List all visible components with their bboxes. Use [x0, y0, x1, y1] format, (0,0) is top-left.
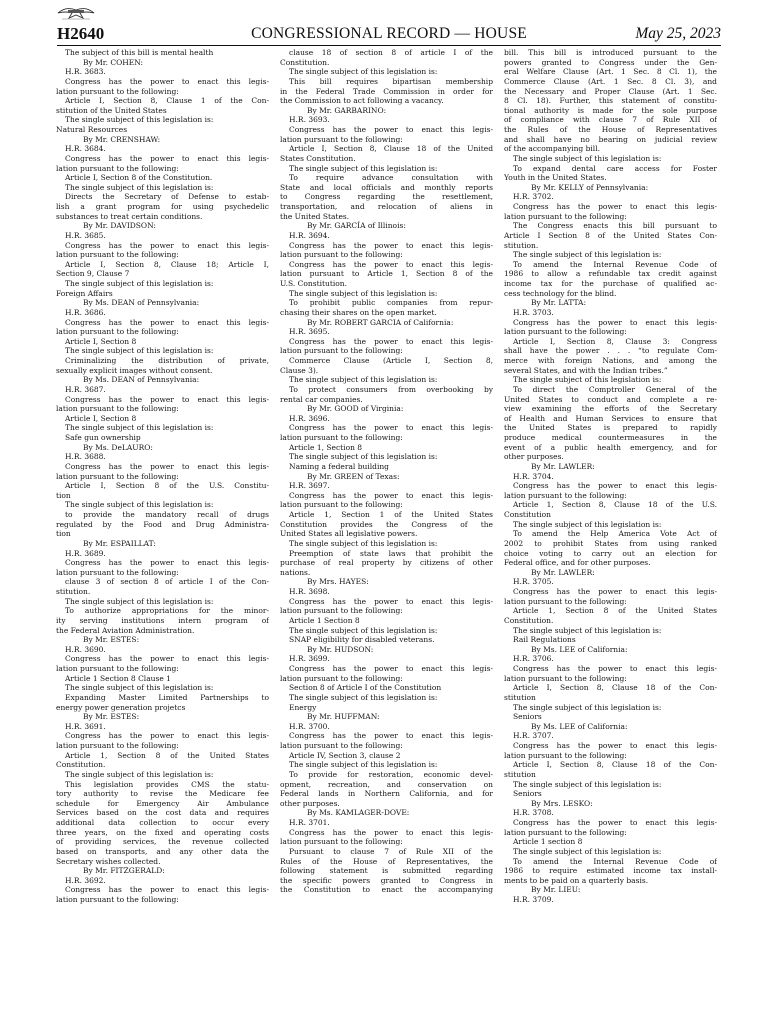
text-line: in the Federal Trade Commission in order for [280, 86, 493, 96]
text-line: stitution of the United States [56, 105, 167, 115]
text-line: Directs the Secretary of Defense to estab- [65, 192, 269, 202]
text-line: H.R. 3694. [289, 230, 330, 240]
text-line: H.R. 3703. [513, 307, 554, 317]
text-line: opment, recreation, and conservation on [280, 779, 493, 789]
text-line: Article I, Section 8, Clause 3: Congress [513, 336, 717, 346]
text-line: H.R. 3699. [289, 654, 330, 664]
text-line: Seniors [513, 712, 542, 722]
text-line: H.R. 3707. [513, 731, 554, 741]
text-line: Article I, Section 8 [65, 336, 137, 346]
text-line: ments to be paid on a quarterly basis. [504, 875, 649, 885]
sponsor-line: By Mrs. LESKO: [531, 798, 593, 808]
text-line: rental car companies. [280, 394, 363, 404]
text-line: Safe gun ownership [65, 433, 141, 442]
text-line: the Rules of the House of Representatives [504, 125, 717, 134]
text-line: The single subject of this legislation is: [289, 625, 438, 635]
text-line: lation pursuant to the following: [280, 134, 403, 144]
publication-title: CONGRESSIONAL RECORD — HOUSE [251, 25, 527, 42]
text-line: H.R. 3698. [289, 587, 330, 596]
text-line: Criminalizing the distribution of private, [65, 356, 269, 365]
text-line: Seniors [513, 789, 542, 799]
text-line: To require advance consultation with [289, 173, 493, 183]
text-line: State and local officials and monthly reports [280, 182, 493, 192]
text-line: event of a public health emergency, and for [504, 442, 717, 452]
text-line: Congress has the power to enact this legis- [513, 587, 717, 596]
text-line: lation pursuant to the following: [56, 327, 179, 337]
text-line: H.R. 3693. [289, 115, 330, 125]
text-line: of providing services, the revenue collected [56, 837, 269, 847]
sponsor-line: By Mr. FITZGERALD: [83, 866, 165, 876]
page-number: H2640 [57, 24, 105, 43]
text-line: Naming a federal building [289, 461, 389, 471]
sponsor-line: By Mr. GARCÍA of Illinois: [307, 221, 406, 231]
text-line: Article IV, Section 3, clause 2 [289, 750, 401, 760]
text-line: H.R. 3705. [513, 577, 554, 587]
text-line: schedule for Emergency Air Ambulance [56, 798, 269, 808]
sponsor-line: By Mr. GOOD of Virginia: [307, 404, 404, 414]
text-line: lation pursuant to the following: [504, 490, 627, 500]
text-line: Federal office, and for other purposes. [504, 558, 651, 568]
text-line: based on transports, and any other data the [56, 846, 269, 856]
text-line: lation pursuant to the following: [504, 596, 627, 606]
sponsor-line: By Mrs. HAYES: [307, 577, 369, 587]
text-line: Article I, Section 8, Clause 18 of the United [289, 144, 493, 154]
text-line: tion [56, 490, 71, 500]
sponsor-line: By Mr. KELLY of Pennsylvania: [531, 182, 649, 192]
text-line: the Constitution to enact the accompanying [280, 885, 493, 895]
text-line: Congress has the power to enact this legis- [65, 461, 269, 471]
text-line: other purposes. [280, 798, 340, 808]
text-line: the Federal Aviation Administration. [56, 625, 195, 635]
text-line: cess technology for the blind. [504, 288, 617, 298]
text-line: stitution. [56, 587, 91, 596]
text-line: lation pursuant to the following: [56, 567, 179, 577]
text-line: Energy [289, 702, 317, 712]
text-line: income tax for the purchase of qualified ac- [504, 279, 717, 288]
text-line: Section 9, Clause 7 [56, 269, 130, 279]
text-line: The single subject of this legislation is: [65, 279, 214, 288]
text-line: To authorize appropriations for the minor- [65, 606, 269, 616]
text-line: Congress has the power to enact this legis- [289, 240, 493, 250]
text-line: Article I, Section 8 of the U.S. Constitu- [65, 481, 269, 491]
text-line: Secretary wishes collected. [56, 856, 161, 866]
text-line: Congress has the power to enact this legis- [289, 664, 493, 673]
text-line: other purposes. [504, 452, 564, 462]
text-line: Congress has the power to enact this legis- [65, 240, 269, 250]
text-line: lation pursuant to the following: [280, 741, 403, 750]
text-line: Congress has the power to enact this legis- [513, 741, 717, 750]
text-line: To amend the Help America Vote Act of [513, 529, 717, 539]
text-line: of compliance with clause 7 of Rule XII of [504, 115, 717, 125]
text-line: To amend the Internal Revenue Code of [513, 259, 717, 269]
text-line: H.R. 3708. [513, 808, 554, 818]
text-line: lation pursuant to the following: [280, 837, 403, 847]
text-line: The single subject of this legislation is: [513, 625, 662, 635]
text-line: lation pursuant to the following: [56, 163, 179, 173]
text-line: H.R. 3696. [289, 413, 330, 423]
text-line: Congress has the power to enact this legis- [513, 818, 717, 827]
text-line: To amend the Internal Revenue Code of [513, 856, 717, 866]
text-line: SNAP eligibility for disabled veterans. [289, 635, 435, 645]
text-line: The single subject of this legislation is: [289, 452, 438, 462]
text-line: additional data collection to occur every [56, 818, 269, 827]
text-line: The single subject of this legislation is: [513, 779, 662, 789]
sponsor-line: By Mr. ESTES: [83, 635, 140, 645]
text-line: lation pursuant to the following: [56, 404, 179, 414]
text-line: lation pursuant to the following: [280, 250, 403, 260]
text-line: H.R. 3702. [513, 192, 554, 202]
text-line: and shall have no bearing on judicial review [504, 134, 717, 144]
text-line: H.R. 3701. [289, 818, 330, 827]
text-line: Article I, Section 8, Clause 18; Article I, [65, 259, 269, 269]
text-line: lation pursuant to the following: [56, 86, 179, 96]
text-line: H.R. 3690. [65, 644, 106, 654]
text-line: Constitution. [56, 760, 106, 770]
text-line: H.R. 3683. [65, 67, 106, 77]
text-line: bill. This bill is introduced pursuant to the [504, 48, 717, 57]
text-line: tory authority to revise the Medicare fee [56, 789, 269, 799]
text-line: Federal lands in Northern California, and for [280, 789, 493, 799]
text-line: The Congress enacts this bill pursuant to [513, 221, 717, 231]
text-line: chasing their shares on the open market. [280, 307, 437, 317]
text-line: Article 1 Section 8 [289, 615, 360, 625]
text-line: United States to conduct and complete a re- [504, 394, 717, 404]
text-line: tion [56, 529, 71, 539]
text-line: H.R. 3706. [513, 654, 554, 664]
issue-date: May 25, 2023 [635, 25, 721, 42]
text-line: Rules of the House of Representatives, the [280, 856, 493, 866]
sponsor-line: By Ms. DeLAURO: [83, 442, 153, 452]
text-line: Article 1, Section 1 of the United States [289, 510, 493, 519]
text-line: Commerce Clause (Art. 1 Sec. 8 Cl. 3), and [504, 76, 717, 86]
text-line: lation pursuant to the following: [280, 606, 403, 616]
sponsor-line: By Ms. KAMLAGER-DOVE: [307, 808, 410, 818]
text-line: powers granted to Congress under the Gen- [504, 57, 717, 67]
text-line: stitution. [504, 240, 539, 250]
sponsor-line: By Mr. ROBERT GARCIA of California: [307, 317, 454, 327]
text-line: 2002 to prohibit States from using ranked [504, 538, 717, 548]
text-line: Congress has the power to enact this legis- [289, 490, 493, 500]
text-line: Congress has the power to enact this legis- [65, 317, 269, 327]
text-line: shall have the power . . . “to regulate Com- [504, 346, 717, 356]
text-line: lation pursuant to Article 1, Section 8 of the [280, 269, 493, 279]
text-line: The single subject of this legislation is: [289, 288, 438, 298]
text-line: clause 3 of section 8 of article I of the Con- [65, 577, 269, 587]
text-line: of the accompanying bill. [504, 144, 600, 154]
text-line: Constitution [504, 510, 551, 519]
text-line: The single subject of this legislation is: [65, 596, 214, 606]
text-line: Natural Resources [56, 125, 128, 134]
text-line: lation pursuant to the following: [56, 664, 179, 673]
text-line: H.R. 3691. [65, 721, 106, 731]
sponsor-line: By Mr. COHEN: [83, 57, 144, 67]
sponsor-line: By Mr. GARBARINO: [307, 105, 387, 115]
text-line: The subject of this bill is mental health [65, 48, 214, 57]
text-line: Expanding Master Limited Partnerships to [65, 692, 269, 702]
text-line: nations. [280, 567, 311, 577]
text-line: following statement is submitted regarding [280, 866, 493, 876]
text-column-left [56, 48, 269, 1018]
page-header [57, 24, 721, 46]
text-line: to provide the mandatory recall of drugs [65, 510, 269, 519]
text-line: lish a grant program for using psychedelic [56, 202, 269, 211]
text-line: H.R. 3700. [289, 721, 330, 731]
text-line: Congress has the power to enact this legis- [289, 827, 493, 837]
text-line: merce with foreign Nations, and among the [504, 356, 717, 365]
text-line: Services based on the cost data and requires [56, 808, 269, 818]
text-line: Pursuant to clause 7 of Rule XII of the [289, 846, 493, 856]
text-line: lation pursuant to the following: [504, 827, 627, 837]
text-line: H.R. 3685. [65, 230, 106, 240]
text-line: lation pursuant to the following: [504, 673, 627, 683]
text-line: Congress has the power to enact this legis- [289, 596, 493, 606]
text-line: Article I, Section 8 [65, 413, 137, 423]
text-line: The single subject of this legislation is: [513, 702, 662, 712]
text-line: Congress has the power to enact this legis- [65, 153, 269, 163]
text-line: 8 Cl. 18). Further, this statement of constitu- [504, 96, 717, 106]
text-line: To prohibit public companies from repur- [289, 298, 493, 308]
text-line: the specific powers granted to Congress in [280, 875, 493, 885]
gpo-eagle-logo-icon [56, 4, 96, 21]
text-line: the Necessary and Proper Clause (Art. 1 Sec. [504, 86, 717, 96]
text-line: H.R. 3689. [65, 548, 106, 558]
sponsor-line: By Mr. LAWLER: [531, 567, 595, 577]
sponsor-line: By Ms. DEAN of Pennsylvania: [83, 375, 200, 385]
text-line: lation pursuant to the following: [280, 673, 403, 683]
sponsor-line: By Mr. ESTES: [83, 712, 140, 722]
text-line: Congress has the power to enact this legis- [513, 317, 717, 327]
sponsor-line: By Ms. LEE of California: [531, 644, 628, 654]
text-line: the United States. [280, 211, 350, 221]
text-column-right [504, 48, 717, 1018]
text-line: H.R. 3686. [65, 307, 106, 317]
sponsor-line: By Mr. GREEN of Texas: [307, 471, 400, 481]
text-line: view examining the efforts of the Secretary [504, 404, 717, 414]
text-line: Article I, Section 8, Clause 18 of the Con- [513, 683, 717, 693]
sponsor-line: By Mr. DAVIDSON: [83, 221, 156, 231]
text-line: eral Welfare Clause (Art. 1 Sec. 8 Cl. 1), the [504, 67, 717, 77]
text-line: the Commission to act following a vacancy. [280, 96, 444, 106]
text-column-middle [280, 48, 493, 1018]
text-line: Section 8 of Article I of the Constitution [289, 683, 442, 693]
text-line: The single subject of this legislation is: [513, 250, 662, 260]
text-line: The single subject of this legislation is: [65, 346, 214, 356]
text-line: Commerce Clause (Article I, Section 8, [289, 356, 493, 365]
text-line: lation pursuant to the following: [56, 741, 179, 750]
text-line: The single subject of this legislation is: [513, 375, 662, 385]
text-line: United States all legislative powers. [280, 529, 418, 539]
text-line: H.R. 3687. [65, 384, 106, 394]
sponsor-line: By Mr. LIEU: [531, 885, 581, 895]
text-line: Preemption of state laws that prohibit the [289, 548, 493, 558]
text-line: to Congress regarding the resettlement, [280, 192, 493, 202]
text-line: To expand dental care access for Foster [513, 163, 717, 173]
text-line: regulated by the Food and Drug Administra- [56, 519, 269, 529]
sponsor-line: By Mr. LAWLER: [531, 461, 595, 471]
text-line: Article 1, Section 8 [289, 442, 363, 452]
text-line: States Constitution. [280, 153, 356, 163]
text-line: Congress has the power to enact this legis- [513, 202, 717, 211]
text-line: Foreign Affairs [56, 288, 113, 298]
text-line: several States, and with the Indian tribes.” [504, 365, 668, 375]
text-line: Congress has the power to enact this legis- [65, 885, 269, 895]
text-line: ity serving institutions intern program of [56, 615, 269, 625]
text-line: Article 1, Section 8 of the United States [65, 750, 269, 760]
text-line: clause 18 of section 8 of article I of the [289, 48, 493, 57]
text-line: To provide for restoration, economic devel- [289, 769, 493, 779]
text-line: Congress has the power to enact this legis- [65, 731, 269, 741]
text-line: lation pursuant to the following: [504, 750, 627, 760]
text-line: The single subject of this legislation is: [65, 182, 214, 192]
text-line: Congress has the power to enact this legis- [289, 125, 493, 134]
text-line: sexually explicit images without consent. [56, 365, 213, 375]
text-line: The single subject of this legislation is: [65, 423, 214, 433]
text-line: The single subject of this legislation is: [289, 692, 438, 702]
text-line: Congress has the power to enact this legis- [513, 664, 717, 673]
text-line: transportation, and relocation of aliens in [280, 202, 493, 211]
text-line: lation pursuant to the following: [504, 327, 627, 337]
sponsor-line: By Mr. LATTA: [531, 298, 587, 308]
text-line: lation pursuant to the following: [280, 346, 403, 356]
text-line: The single subject of this legislation is: [289, 163, 438, 173]
sponsor-line: By Ms. LEE of California: [531, 721, 628, 731]
text-line: The single subject of this legislation is: [289, 538, 438, 548]
text-line: The single subject of this legislation is: [513, 519, 662, 529]
text-line: This legislation provides CMS the statu- [65, 779, 269, 789]
text-line: Congress has the power to enact this legis- [289, 336, 493, 346]
text-line: The single subject of this legislation is: [513, 846, 662, 856]
text-line: lation pursuant to the following: [280, 500, 403, 510]
text-line: Article I, Section 8 of the Constitution. [65, 173, 213, 183]
text-line: H.R. 3692. [65, 875, 106, 885]
text-line: Article 1, Section 8, Clause 18 of the U.S. [513, 500, 717, 510]
text-line: energy power generation projetcs [56, 702, 186, 712]
text-line: Article 1 Section 8 Clause 1 [65, 673, 171, 683]
text-line: Article 1, Section 8 of the United States [513, 606, 717, 616]
text-line: Article I Section 8 of the United States Con- [504, 230, 717, 240]
text-line: To protect consumers from overbooking by [289, 384, 493, 394]
text-line: lation pursuant to the following: [280, 433, 403, 442]
text-line: H.R. 3704. [513, 471, 554, 481]
header-rule [57, 45, 721, 46]
sponsor-line: By Ms. DEAN of Pennsylvania: [83, 298, 200, 308]
text-line: The single subject of this legislation is: [65, 115, 214, 125]
text-line: Clause 3). [280, 365, 319, 375]
text-line: lation pursuant to the following: [56, 895, 179, 904]
text-line: The single subject of this legislation is: [289, 375, 438, 385]
sponsor-line: By Mr. ESPAILLAT: [83, 538, 156, 548]
text-line: Article 1 section 8 [513, 837, 583, 847]
text-line: Congress has the power to enact this legis- [513, 481, 717, 491]
text-line: stitution [504, 692, 536, 702]
text-line: The single subject of this legislation is: [65, 500, 214, 510]
text-line: Congress has the power to enact this legis- [289, 259, 493, 269]
text-line: Congress has the power to enact this legis- [289, 731, 493, 741]
text-line: Constitution. [504, 615, 554, 625]
text-line: The single subject of this legislation is: [65, 769, 214, 779]
text-line: The single subject of this legislation is: [65, 683, 214, 693]
text-line: lation pursuant to the following: [504, 211, 627, 221]
text-line: substances to treat certain conditions. [56, 211, 203, 221]
text-line: purchase of real property by citizens of other [280, 558, 493, 568]
sponsor-line: By Mr. HUFFMAN: [307, 712, 380, 722]
text-line: of Health and Human Services to ensure that [504, 413, 717, 423]
text-line: Rail Regulations [513, 635, 576, 645]
text-line: The single subject of this legislation is: [289, 760, 438, 770]
text-line: Congress has the power to enact this legis- [65, 558, 269, 568]
text-line: three years, on the fixed and operating costs [56, 827, 269, 837]
text-line: The single subject of this legislation is: [289, 67, 438, 77]
text-line: H.R. 3709. [513, 895, 554, 904]
text-line: Constitution. [280, 57, 330, 67]
text-line: H.R. 3697. [289, 481, 330, 491]
text-line: To direct the Comptroller General of the [513, 384, 717, 394]
sponsor-line: By Mr. HUDSON: [307, 644, 374, 654]
text-line: The single subject of this legislation is: [513, 153, 662, 163]
text-line: 1986 to allow a refundable tax credit against [504, 269, 717, 279]
text-line: produce medical countermeasures in the [504, 433, 717, 442]
text-line: lation pursuant to the following: [56, 471, 179, 481]
text-line: H.R. 3684. [65, 144, 106, 154]
text-line: Congress has the power to enact this legis- [65, 394, 269, 404]
text-line: Constitution provides the Congress of the [280, 519, 493, 529]
text-line: Congress has the power to enact this legis- [65, 76, 269, 86]
text-line: Congress has the power to enact this legis- [65, 654, 269, 664]
text-line: 1986 to require estimated income tax install- [504, 866, 717, 876]
text-line: This bill requires bipartisan membership [289, 76, 493, 86]
text-line: Congress has the power to enact this legis- [289, 423, 493, 433]
text-line: stitution [504, 769, 536, 779]
text-line: tional authority is made for the sole purpose [504, 105, 717, 115]
text-line: H.R. 3695. [289, 327, 330, 337]
text-line: U.S. Constitution. [280, 279, 347, 288]
sponsor-line: By Mr. CRENSHAW: [83, 134, 161, 144]
text-line: choice voting to carry out an election for [504, 548, 717, 558]
text-line: Article I, Section 8, Clause 18 of the Con- [513, 760, 717, 770]
text-line: H.R. 3688. [65, 452, 106, 462]
text-line: lation pursuant to the following: [56, 250, 179, 260]
text-line: Youth in the United States. [504, 173, 607, 183]
text-line: Article I, Section 8, Clause 1 of the Con- [65, 96, 269, 106]
text-line: the United States is prepared to rapidly [504, 423, 717, 433]
